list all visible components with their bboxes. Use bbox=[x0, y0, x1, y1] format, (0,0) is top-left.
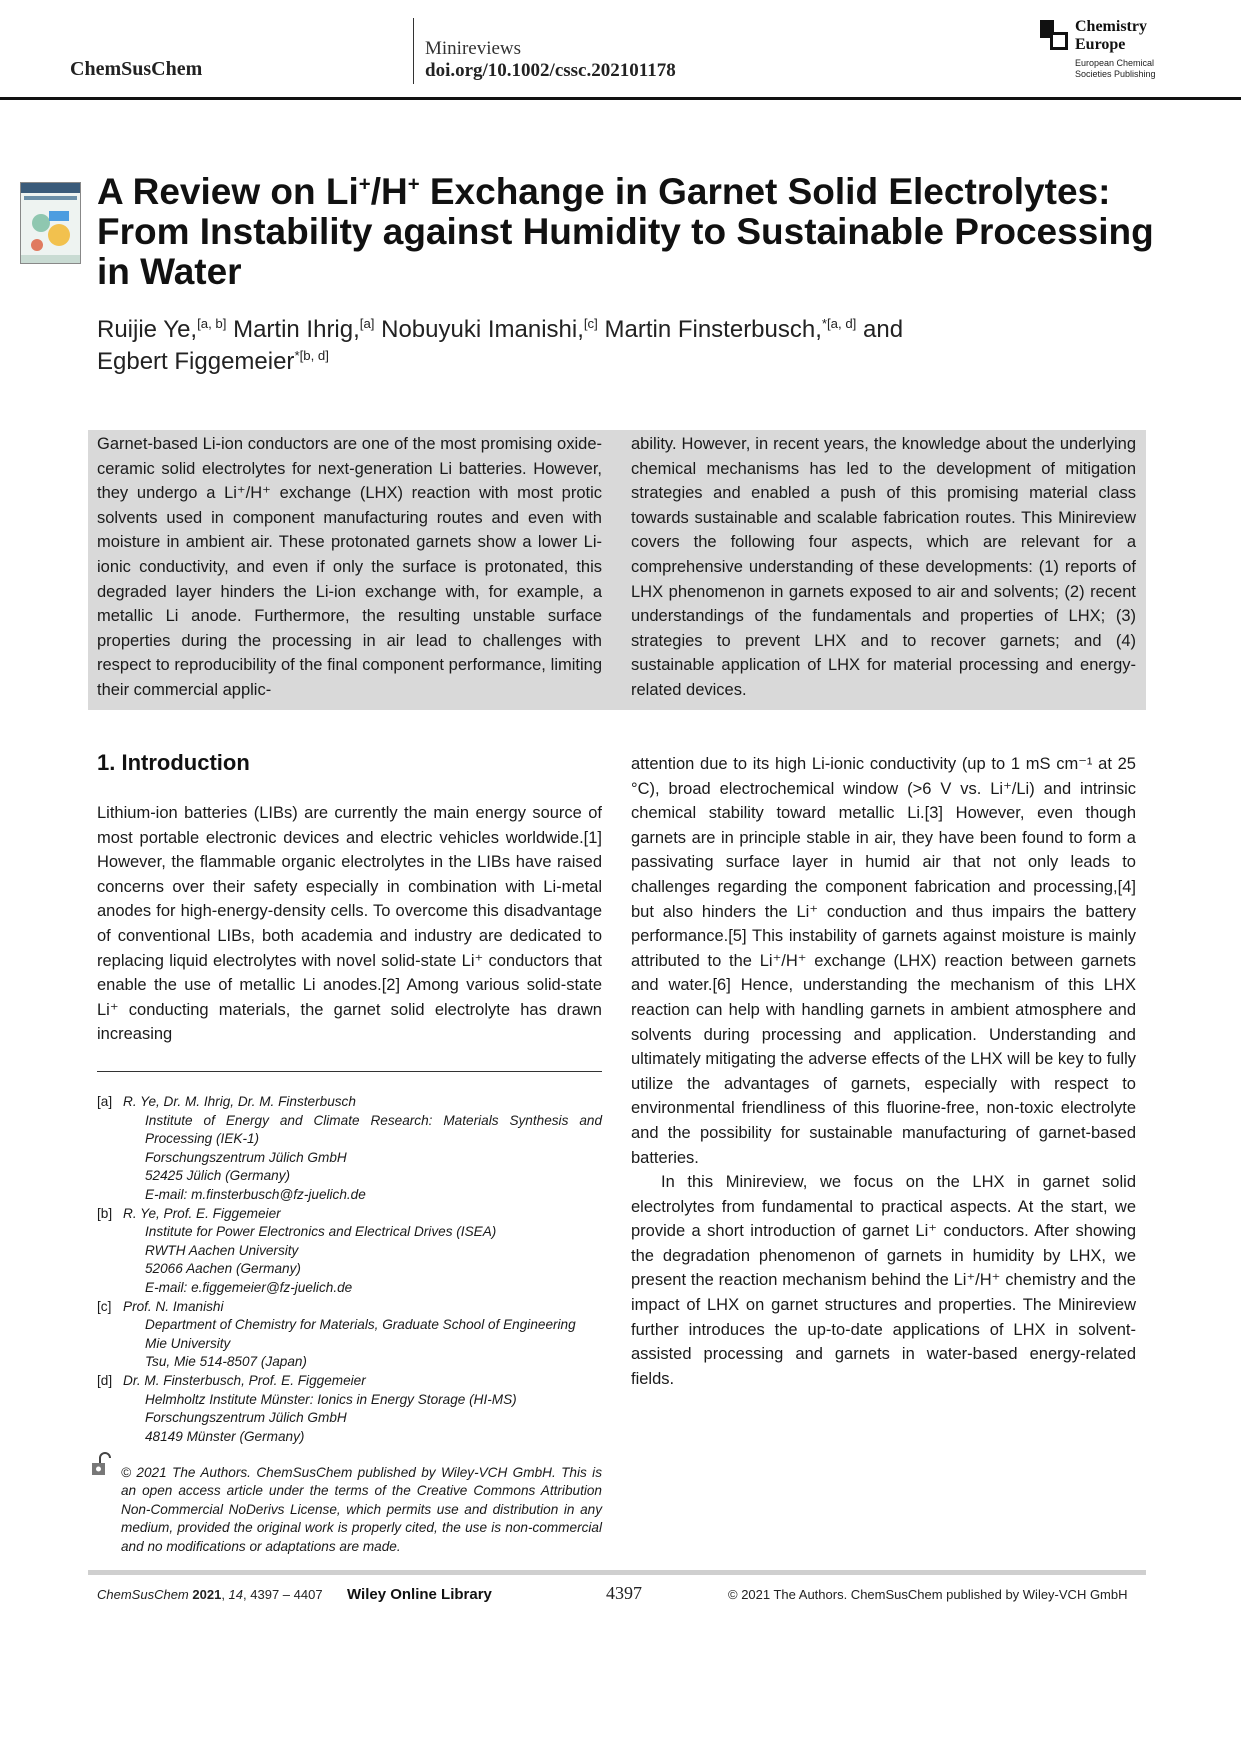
affiliation-line: Mie University bbox=[145, 1335, 231, 1351]
affiliation-email[interactable]: E-mail: m.finsterbusch@fz-juelich.de bbox=[145, 1186, 366, 1202]
publisher-logo[interactable] bbox=[1040, 18, 1175, 80]
author-name[interactable]: Martin Ihrig, bbox=[233, 316, 360, 343]
publisher-name-2: Europe bbox=[1075, 36, 1126, 53]
author-list bbox=[97, 314, 1177, 378]
section-heading: 1. Introduction bbox=[97, 750, 250, 775]
affiliation-line: Tsu, Mie 514-8507 (Japan) bbox=[145, 1354, 307, 1370]
affiliation-line: Department of Chemistry for Materials, Graduate School of Engineering bbox=[145, 1317, 576, 1333]
affiliations bbox=[97, 1093, 602, 1446]
intro-right-column bbox=[631, 752, 1136, 1391]
cover-thumbnail[interactable] bbox=[20, 182, 81, 264]
publisher-subtitle-2: Societies Publishing bbox=[1075, 69, 1156, 79]
author-connector: and bbox=[863, 316, 904, 343]
affiliation-line: Helmholtz Institute Münster: Ionics in Energy Storage (HI-MS) bbox=[145, 1391, 517, 1407]
affiliation-entry bbox=[97, 1298, 602, 1372]
affiliation-entry bbox=[97, 1205, 602, 1298]
affiliation-line: Forschungszentrum Jülich GmbH bbox=[145, 1149, 347, 1165]
author-name[interactable]: Martin Finsterbusch, bbox=[604, 316, 822, 343]
author-affiliation: [a] bbox=[359, 316, 375, 331]
affiliation-line: 52066 Aachen (Germany) bbox=[145, 1261, 301, 1277]
affiliation-line: Institute of Energy and Climate Research: Materials Synthesis and Processing (IEK-1) bbox=[145, 1112, 602, 1147]
affiliation-line: R. Ye, Dr. M. Ihrig, Dr. M. Finsterbusch bbox=[123, 1094, 356, 1109]
affiliation-tag: [b] bbox=[97, 1205, 113, 1221]
affiliation-email[interactable]: E-mail: e.figgemeier@fz-juelich.de bbox=[145, 1279, 353, 1295]
journal-name: ChemSusChem bbox=[70, 58, 203, 80]
author-name[interactable]: Nobuyuki Imanishi, bbox=[381, 316, 584, 343]
footer-copyright: © 2021 The Authors. ChemSusChem published by Wiley-VCH GmbH bbox=[728, 1587, 1128, 1602]
intro-paragraph: In this Minireview, we focus on the LHX in garnet solid electrolytes from fundamental to practical aspects. At the start, we provide a short introduction of garnet Li⁺ conductors. After showing the degradation phenomenon of garnets in humidity by LHX, we present the reaction mechanism behind the Li⁺/H⁺ chemistry and the impact of LHX on garnet structures and properties. The Minireview further introduces the up-to-date applications of LHX in solvent-assisted processing and garnets in water-based energy-related fields. bbox=[631, 1173, 1136, 1388]
footer-volume: 14 bbox=[228, 1587, 244, 1602]
abstract-left-column: Garnet-based Li-ion conductors are one of the most promising oxide-ceramic solid electrolytes for next-generation Li batteries. However, they undergo a Li⁺/H⁺ exchange (LHX) reaction with most protic solvents used in component manufacturing routes and even with moisture in ambient air. These protonated garnets show a lower Li-ionic conductivity, and even if only the surface is protonated, this degraded layer hinders the Li-ion exchange with, for example, a metallic Li anode. Furthermore, the resulting unstable surface properties during the processing in air lead to challenges with respect to reproducibility of the final component performance, limiting their commercial applic- bbox=[97, 435, 602, 699]
affiliation-line: R. Ye, Prof. E. Figgemeier bbox=[123, 1205, 281, 1221]
affiliation-line: Dr. M. Finsterbusch, Prof. E. Figgemeier bbox=[123, 1372, 366, 1388]
author-name[interactable]: Ruijie Ye, bbox=[97, 316, 198, 343]
footer-citation: ChemSusChem 2021, 14, 4397 – 4407 bbox=[97, 1587, 323, 1602]
affiliation-entry bbox=[97, 1093, 602, 1205]
article-title: A Review on Li+/H+ Exchange in Garnet Solid Electrolytes: From Instability against Humidity to Sustainable Processing in Water bbox=[97, 171, 1154, 292]
affiliation-line: 52425 Jülich (Germany) bbox=[145, 1168, 291, 1184]
intro-paragraph: attention due to its high Li-ionic conductivity (up to 1 mS cm⁻¹ at 25 °C), broad electrochemical window (>6 V vs. Li⁺/Li) and intrinsic chemical stability toward metallic Li.[3] However, even though garnets are in principle stable in air, they have been found to form a passivating surface layer in humid air that not only leads to challenges regarding the component fabrication and processing,[4] but also hinders the Li⁺ conduction and thus impairs the battery performance.[5] This instability of garnets against moisture is mainly attributed to the Li⁺/H⁺ exchange (LHX) reaction between garnets and water.[6] Hence, understanding the mechanism of this LHX reaction can help with handling garnets in ambient atmosphere and solvents during processing and application. Understanding and ultimately mitigating the adverse effects of the LHX will be key to fully utilize the advantages of garnets, especially with respect to environmental friendliness of this fluorine-free, non-toxic electrolyte and the possibility for sustainable manufacturing of garnet-based batteries. bbox=[631, 755, 1136, 1167]
header-rule bbox=[0, 97, 1241, 100]
affiliation-entry bbox=[97, 1372, 602, 1446]
affiliation-tag: [a] bbox=[97, 1094, 113, 1109]
footer-year: 2021 bbox=[192, 1587, 222, 1602]
footer-journal: ChemSusChem bbox=[97, 1587, 189, 1602]
author-affiliation: [a, b] bbox=[197, 316, 227, 331]
author-affiliation: [c] bbox=[583, 316, 598, 331]
affiliation-line: Forschungszentrum Jülich GmbH bbox=[145, 1410, 347, 1426]
publisher-subtitle: European Chemical bbox=[1075, 58, 1155, 68]
author-affiliation: *[a, d] bbox=[821, 316, 857, 331]
footnote-rule bbox=[97, 1071, 602, 1072]
affiliation-line: 48149 Münster (Germany) bbox=[145, 1428, 305, 1444]
abstract-right-column: ability. However, in recent years, the knowledge about the underlying chemical mechanisms has led to the development of mitigation strategies and enabled a push of this promising material class towards sustainable and scalable fabrication routes. This Minireview covers the following four aspects, which are relevant for a comprehensive understanding of these developments: (1) reports of LHX phenomenon in garnets exposed to air and solvents; (2) recent understandings of the fundamentals and properties of LHX; (3) strategies to prevent LHX and to recover garnets; and (4) sustainable application of LHX for material processing and energy-related devices. bbox=[631, 435, 1136, 699]
affiliation-tag: [c] bbox=[97, 1298, 112, 1314]
open-access-lock-icon bbox=[91, 1452, 111, 1476]
intro-left-column: Lithium-ion batteries (LIBs) are currently the main energy source of most portable electronic devices and electric vehicles worldwide.[1] However, the flammable organic electrolytes in the LIBs have raised concerns over their safety especially in combination with Li-metal anodes for high-energy-density cells. To overcome this disadvantage of conventional LIBs, both academia and industry are dedicated to replacing liquid electrolytes with novel solid-state Li⁺ conductors that enable the use of metallic Li anodes.[2] Among various solid-state Li⁺ conducting materials, the garnet solid electrolyte has drawn increasing bbox=[97, 804, 602, 1044]
license-text: © 2021 The Authors. ChemSusChem published by Wiley-VCH GmbH. This is an open access article under the terms of the Creative Commons Attribution Non-Commercial NoDerivs License, which permits use and distribution in any medium, provided the original work is properly cited, the use is non-commercial and no modifications or adaptations are made. bbox=[121, 1464, 602, 1554]
header-divider bbox=[413, 18, 414, 84]
author-affiliation: *[b, d] bbox=[294, 348, 329, 363]
cover-art-icon bbox=[21, 183, 80, 263]
page-number: 4397 bbox=[606, 1583, 642, 1603]
affiliation-line: Prof. N. Imanishi bbox=[123, 1298, 224, 1314]
affiliation-line: RWTH Aachen University bbox=[145, 1242, 299, 1258]
footer-pages: 4397 – 4407 bbox=[250, 1587, 323, 1602]
chemistry-europe-logo-icon bbox=[1040, 20, 1068, 50]
affiliation-line: Institute for Power Electronics and Electrical Drives (ISEA) bbox=[145, 1224, 497, 1240]
footer-rule bbox=[88, 1570, 1146, 1575]
section-label: Minireviews bbox=[425, 38, 522, 59]
author-name[interactable]: Egbert Figgemeier bbox=[97, 348, 295, 375]
affiliation-tag: [d] bbox=[97, 1372, 113, 1388]
doi-link[interactable]: doi.org/10.1002/cssc.202101178 bbox=[425, 60, 676, 81]
publisher-name: Chemistry bbox=[1075, 18, 1147, 35]
wiley-online-library-link[interactable]: Wiley Online Library bbox=[347, 1586, 492, 1603]
